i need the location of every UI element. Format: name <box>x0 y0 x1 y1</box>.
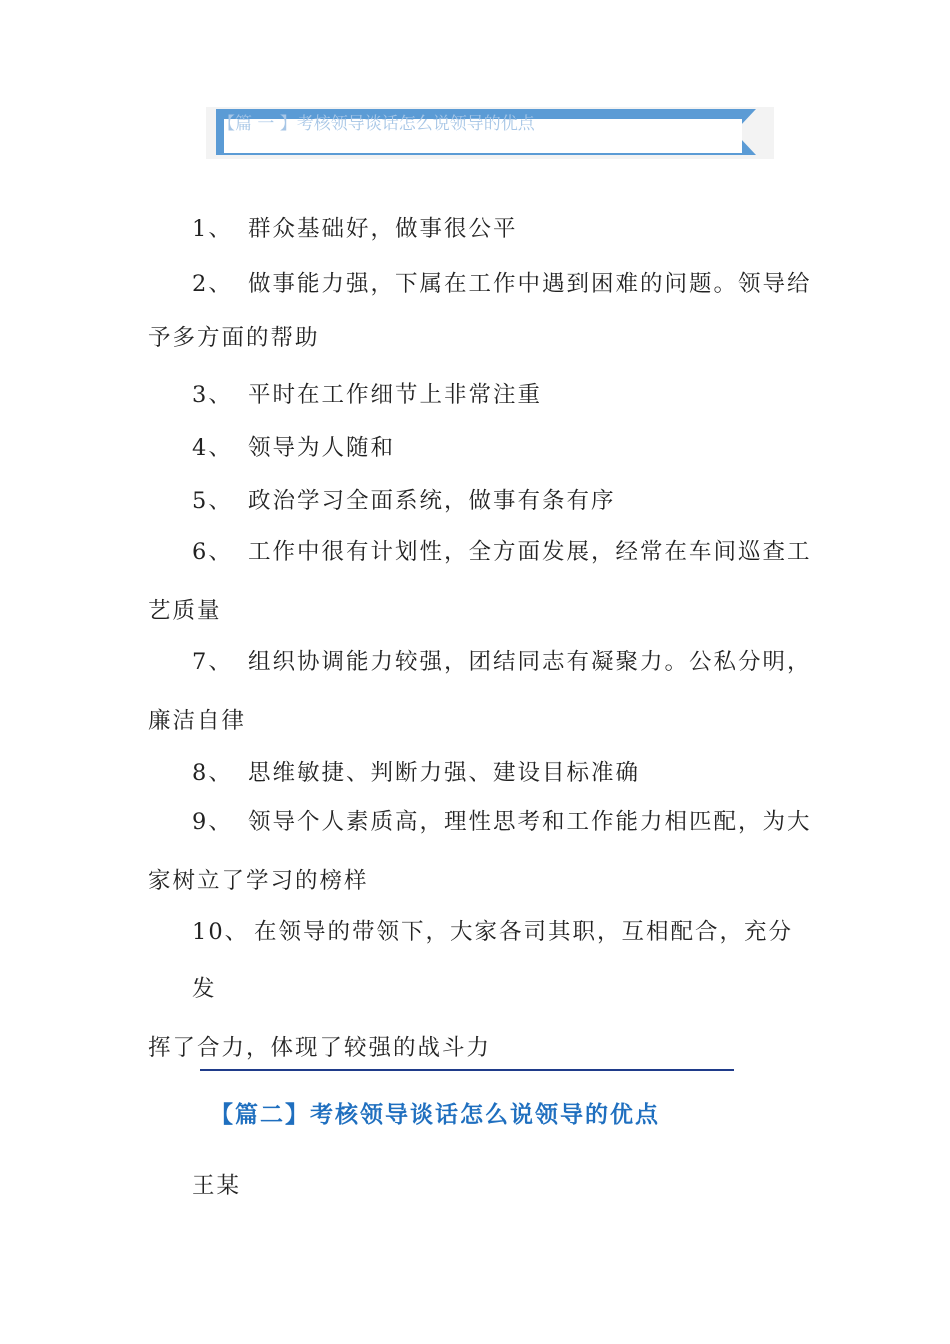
section-divider <box>200 1069 734 1071</box>
item-number: 2、 <box>192 271 233 297</box>
list-item <box>192 755 640 787</box>
item-continuation: 廉洁自律 <box>148 708 247 734</box>
item-continuation: 予多方面的帮助 <box>148 325 320 351</box>
list-item <box>192 804 812 836</box>
item-number: 10、 <box>192 919 250 945</box>
item-number: 8、 <box>192 760 233 786</box>
item-text: 在领导的带领下，大家各司其职，互相配合，充分 <box>254 919 794 945</box>
section-heading: 【篇二】考核领导谈话怎么说领导的优点 <box>210 1102 660 1128</box>
list-item <box>192 534 812 566</box>
list-item <box>192 430 395 462</box>
list-item <box>192 644 812 676</box>
section-banner <box>206 107 774 159</box>
item-text: 工作中很有计划性，全方面发展，经常在车间巡查工 <box>248 539 812 565</box>
list-item <box>192 914 793 946</box>
item-continuation: 家树立了学习的榜样 <box>148 868 369 894</box>
item-number: 7、 <box>192 649 233 675</box>
item-text: 做事能力强，下属在工作中遇到困难的问题。领导给 <box>248 271 812 297</box>
item-number: 9、 <box>192 809 233 835</box>
item-text: 思维敏捷、判断力强、建设目标准确 <box>248 760 641 786</box>
item-number: 3、 <box>192 382 233 408</box>
list-item <box>192 266 812 298</box>
item-text: 领导个人素质高，理性思考和工作能力相匹配，为大 <box>248 809 812 835</box>
item-continuation: 艺质量 <box>148 598 222 624</box>
banner-title: 【篇 一 】考核领导谈话怎么说领导的优点 <box>218 114 535 134</box>
item-text: 政治学习全面系统，做事有条有序 <box>248 488 616 514</box>
item-number: 4、 <box>192 435 233 461</box>
item-text: 领导为人随和 <box>248 435 396 461</box>
item-text: 平时在工作细节上非常注重 <box>248 382 543 408</box>
item-text: 群众基础好，做事很公平 <box>248 216 518 242</box>
list-item <box>192 483 616 515</box>
list-item <box>192 377 542 409</box>
item-number: 1、 <box>192 216 233 242</box>
paragraph-line: 王某 <box>192 1173 242 1199</box>
item-continuation: 发 <box>192 976 217 1002</box>
item-text: 组织协调能力较强，团结同志有凝聚力。公私分明， <box>248 649 812 675</box>
list-item <box>192 211 518 243</box>
item-continuation: 挥了合力，体现了较强的战斗力 <box>148 1035 492 1061</box>
item-number: 5、 <box>192 488 233 514</box>
item-number: 6、 <box>192 539 233 565</box>
